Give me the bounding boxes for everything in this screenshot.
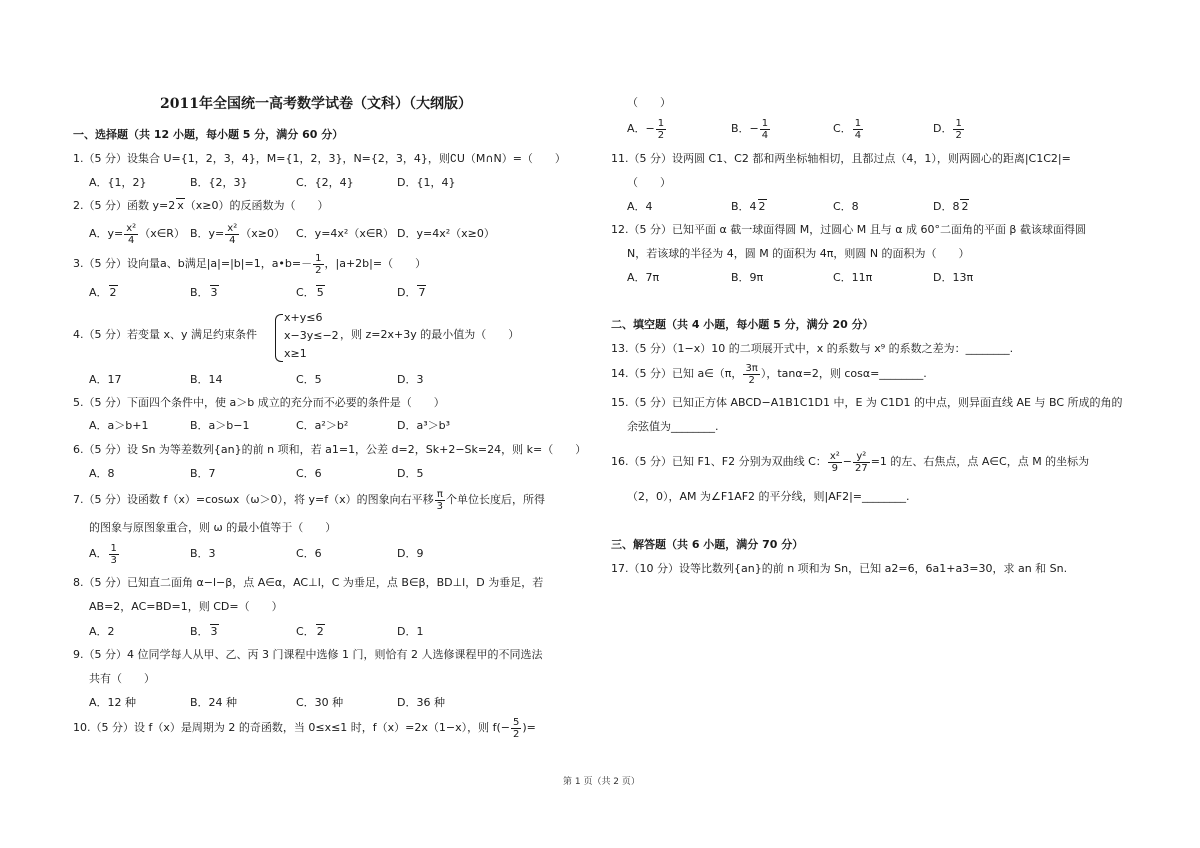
question-11-stem-line2: （ ） — [627, 176, 671, 189]
question-4-option-c: C．5 — [296, 373, 322, 386]
question-4-option-d: D．3 — [397, 373, 424, 386]
question-4-stem-lead: 4.（5 分）若变量 x、y 满足约束条件 — [73, 328, 258, 341]
question-11-option-b: B．4 2 — [731, 200, 766, 213]
question-5-option-c: C．a²＞b² — [296, 419, 349, 432]
question-1-option-a: A．{1，2} — [89, 176, 147, 189]
question-17-stem: 17.（10 分）设等比数列{an}的前 n 项和为 Sn，已知 a2=6，6a1+a3=30，求 an 和 Sn. — [611, 562, 1068, 575]
question-11-stem: 11.（5 分）设两圆 C1、C2 都和两坐标轴相切，且都过点（4，1），则两圆心的距离|C1C2|= — [611, 152, 1071, 165]
question-10-stem: 10.（5 分）设 f（x）是周期为 2 的奇函数，当 0≤x≤1 时，f（x）=2x（1−x），则 f(− $\frac{5}{2}$ )= — [73, 716, 536, 740]
question-1-option-b: B．{2，3} — [190, 176, 248, 189]
question-7-option-c: C．6 — [296, 547, 322, 560]
question-5-option-d: D．a³＞b³ — [397, 419, 451, 432]
question-8-stem-line2: AB=2，AC=BD=1，则 CD=（ ） — [89, 600, 283, 613]
question-1-option-c: C．{2，4} — [296, 176, 354, 189]
question-2-option-b: B．y= $\frac{\text{x²}}{4}$ （x≥0） — [190, 222, 285, 246]
question-2-option-d: D．y=4x²（x≥0） — [397, 227, 495, 240]
question-10-option-c: C． $\frac{1}{4}$ — [833, 117, 862, 141]
question-6-stem: 6.（5 分）设 Sn 为等差数列{an}的前 n 项和，若 a1=1，公差 d=2，Sk+2−Sk=24，则 k=（ ） — [73, 443, 587, 456]
question-2-option-a: A．y= $\frac{\text{x²}}{4}$ （x∈R） — [89, 222, 185, 246]
question-13-stem: 13.（5 分）（1−x）10 的二项展开式中，x 的系数与 x⁹ 的系数之差为：________. — [611, 342, 1014, 355]
section-heading-fill: 二、填空题（共 4 小题，每小题 5 分，满分 20 分） — [611, 318, 874, 331]
question-3-option-d: D． 7 — [397, 286, 426, 299]
question-4-stem-tail: ，则 z=2x+3y 的最小值为（ ） — [340, 328, 520, 341]
question-8-option-d: D．1 — [397, 625, 424, 638]
question-10-option-a: A．− $\frac{1}{2}$ — [627, 117, 665, 141]
question-6-option-d: D．5 — [397, 467, 424, 480]
question-9-option-d: D．36 种 — [397, 696, 445, 709]
page-footer: 第 1 页（共 2 页） — [563, 777, 640, 787]
question-12-option-b: B．9π — [731, 271, 764, 284]
question-5-option-b: B．a＞b−1 — [190, 419, 250, 432]
question-7-option-b: B．3 — [190, 547, 216, 560]
question-15-stem-line2: 余弦值为________. — [627, 420, 719, 433]
question-16-stem-line2: （2，0），AM 为∠F1AF2 的平分线，则|AF2|=________. — [627, 490, 910, 503]
question-8-stem: 8.（5 分）已知直二面角 α−l−β，点 A∈α，AC⊥l，C 为垂足，点 B∈β，BD⊥l，D 为垂足，若 — [73, 576, 544, 589]
question-12-option-a: A．7π — [627, 271, 660, 284]
question-7-stem-line2: 的图象与原图象重合，则 ω 的最小值等于（ ） — [89, 521, 337, 534]
question-11-option-a: A．4 — [627, 200, 653, 213]
question-10-option-b: B．− $\frac{1}{4}$ — [731, 117, 769, 141]
question-8-option-c: C． 2 — [296, 625, 324, 638]
question-16-stem: 16.（5 分）已知 F1、F2 分别为双曲线 C： $\frac{\text{x²}}{9}$ − $\frac{\text{y²}}{27}$ =1 的左、右焦点，点 A∈C，点 M 的坐标为 — [611, 450, 1090, 474]
question-1-stem: 1.（5 分）设集合 U={1，2，3，4}，M={1，2，3}，N={2，3，4}，则∁U（M∩N）=（ ） — [73, 152, 566, 165]
section-heading-answer: 三、解答题（共 6 小题，满分 70 分） — [611, 538, 804, 551]
question-11-option-d: D．8 2 — [933, 200, 969, 213]
constraint-3: x≥1 — [284, 347, 307, 360]
question-9-stem: 9.（5 分）4 位同学每人从甲、乙、丙 3 门课程中选修 1 门，则恰有 2 人选修课程甲的不同选法 — [73, 648, 543, 661]
question-2-stem: 2.（5 分）函数 y=2 x（x≥0）的反函数为（ ） — [73, 199, 329, 212]
question-5-stem: 5.（5 分）下面四个条件中，使 a＞b 成立的充分而不必要的条件是（ ） — [73, 396, 445, 409]
question-12-option-d: D．13π — [933, 271, 974, 284]
section-heading-choice: 一、选择题（共 12 小题，每小题 5 分，满分 60 分） — [73, 128, 344, 141]
question-9-option-a: A．12 种 — [89, 696, 137, 709]
question-6-option-a: A．8 — [89, 467, 115, 480]
page-title: 2011年全国统一高考数学试卷（文科）（大纲版） — [160, 96, 472, 112]
constraint-brace — [275, 314, 283, 362]
question-12-option-c: C．11π — [833, 271, 873, 284]
question-3-stem: 3.（5 分）设向量a、b满足|a|=|b|=1，a•b=－ $\frac{1}{2}$ ，|a+2b|=（ ） — [73, 252, 427, 276]
question-9-option-c: C．30 种 — [296, 696, 344, 709]
question-2-option-c: C．y=4x²（x∈R） — [296, 227, 395, 240]
constraint-1: x+y≤6 — [284, 311, 323, 324]
question-3-option-a: A． 2 — [89, 286, 117, 299]
question-12-stem-line2: N，若该球的半径为 4，圆 M 的面积为 4π，则圆 N 的面积为（ ） — [627, 247, 970, 260]
question-10-option-d: D． $\frac{1}{2}$ — [933, 117, 962, 141]
question-3-option-c: C． 5 — [296, 286, 324, 299]
question-9-option-b: B．24 种 — [190, 696, 238, 709]
constraint-2: x−3y≤−2 — [284, 329, 339, 342]
question-5-option-a: A．a＞b+1 — [89, 419, 149, 432]
question-6-option-b: B．7 — [190, 467, 216, 480]
question-7-option-d: D．9 — [397, 547, 424, 560]
sqrt-symbol: x — [177, 199, 184, 212]
question-8-option-a: A．2 — [89, 625, 115, 638]
question-1-option-d: D．{1，4} — [397, 176, 456, 189]
question-15-stem: 15.（5 分）已知正方体 ABCD−A1B1C1D1 中，E 为 C1D1 的中点，则异面直线 AE 与 BC 所成的角的 — [611, 396, 1123, 409]
question-7-option-a: A． $\frac{1}{3}$ — [89, 542, 117, 566]
question-7-stem: 7.（5 分）设函数 f（x）=cosωx（ω＞0），将 y=f（x）的图象向右平移 $\frac{\pi}{3}$ 个单位长度后，所得 — [73, 488, 546, 512]
question-8-option-b: B． 3 — [190, 625, 218, 638]
question-9-stem-line2: 共有（ ） — [89, 672, 155, 685]
question-11-option-c: C．8 — [833, 200, 859, 213]
question-12-stem: 12.（5 分）已知平面 α 截一球面得圆 M，过圆心 M 且与 α 成 60°二面角的平面 β 截该球面得圆 — [611, 223, 1086, 236]
question-3-option-b: B． 3 — [190, 286, 218, 299]
question-4-option-b: B．14 — [190, 373, 223, 386]
question-14-stem: 14.（5 分）已知 a∈（π， $\frac{3\pi}{2}$ ），tanα=2，则 cosα=________. — [611, 362, 927, 386]
question-6-option-c: C．6 — [296, 467, 322, 480]
question-4-option-a: A．17 — [89, 373, 122, 386]
question-10-stem-line2: （ ） — [627, 96, 671, 109]
